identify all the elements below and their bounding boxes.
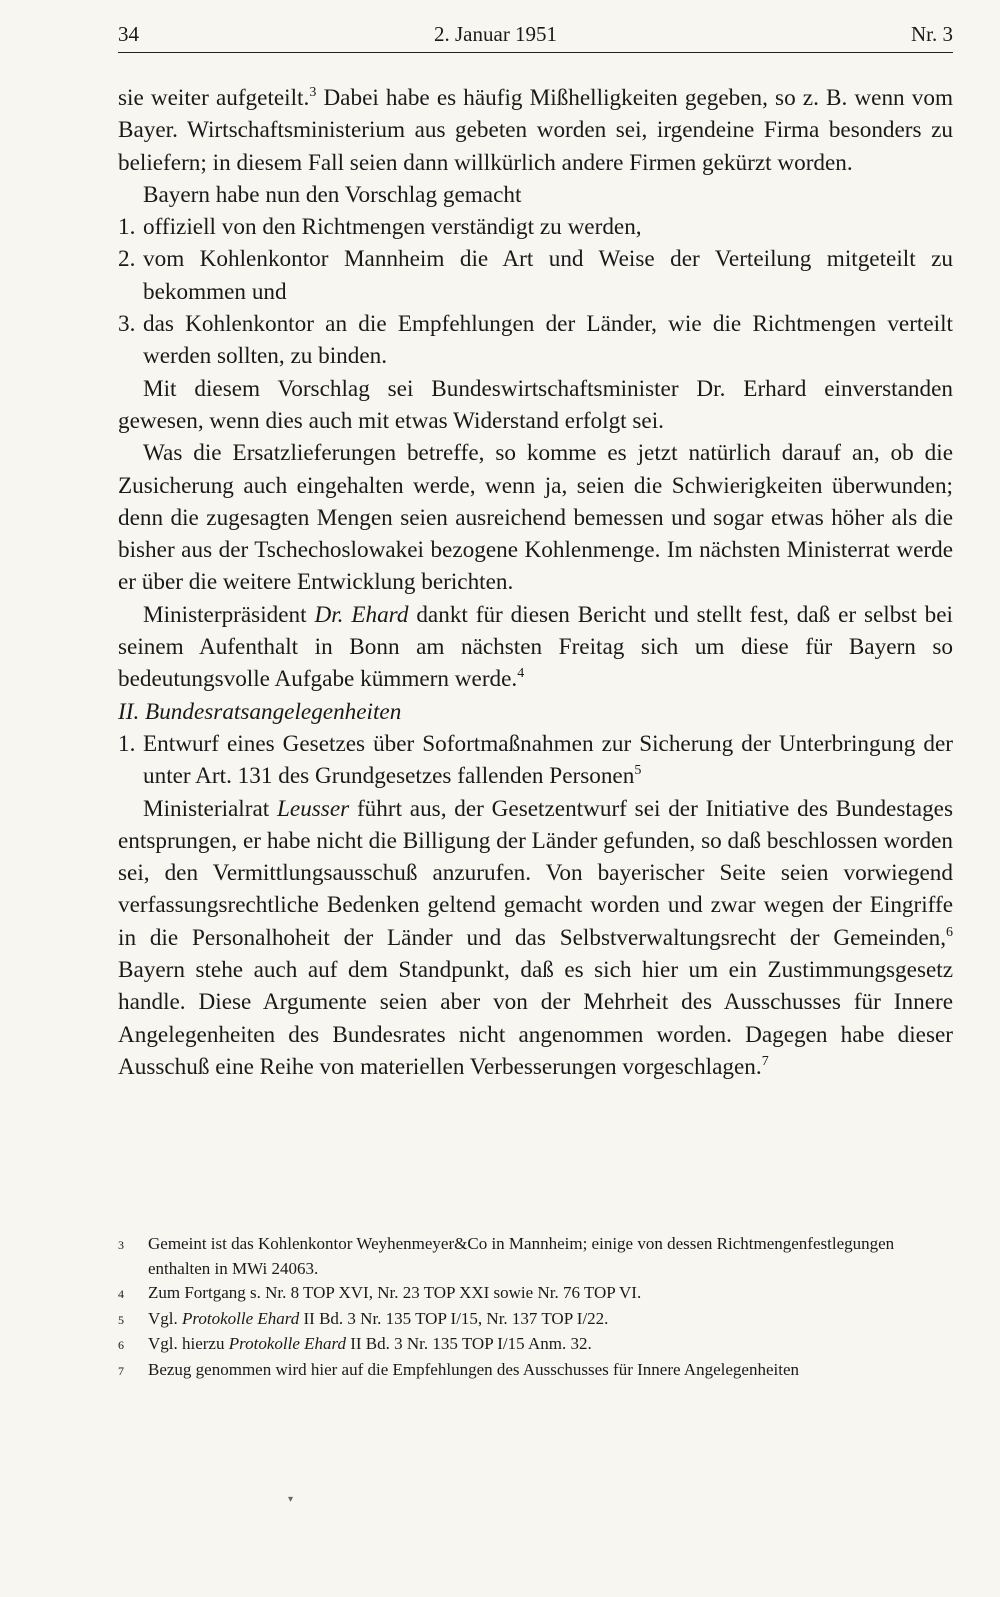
list-text: vom Kohlenkontor Mannheim die Art und Weise der Verteilung mitgeteilt zu bekommen und [143,246,953,305]
paragraph [118,793,953,1084]
footnote [118,1358,953,1384]
list-text: das Kohlenkontor an die Empfehlungen der Länder, wie die Richtmengen verteilt werden sollten, zu binden. [143,311,953,370]
footnote [118,1307,953,1333]
text-span: Vgl. hierzu [148,1334,229,1353]
list-number: 1. [118,214,136,241]
text-span: Dabei habe es häufig Mißhelligkeiten gegeben, so z. B. wenn vom Bayer. Wirtschaftsministerium aus gebeten worden sei, irgendeine Firma besonders zu beliefern; in diesem Fall seien dann willkürlich andere Firmen gekürzt worden. [118,85,953,176]
list-item [118,211,953,243]
header-date: 2. Januar 1951 [434,22,558,46]
page-number: 34 [118,22,139,46]
footnote-text [148,1281,953,1307]
list-number: 3. [118,311,136,338]
text-span: führt aus, der Gesetzentwurf sei der Initiative des Bundestages entsprungen, er habe nicht die Billigung der Länder gefunden, so daß beschlossen worden sei, den Vermittlungsausschuß anzurufen. Von bayerischer Seite seien vorwiegend verfassungsrechtliche Bedenken geltend gemacht worden und zwar wegen der Eingriffe in die Personalhoheit der Länder und das Selbstverwaltungsrecht der Gemeinden, [118,795,953,951]
text-span: Vgl. [148,1308,182,1328]
text-span: sie weiter aufgeteilt. [118,85,310,111]
paragraph [118,599,953,696]
paragraph: Bayern habe nun den Vorschlag gemacht [143,181,522,208]
text-span: Bayern stehe auch auf dem Standpunkt, daß es sich hier um ein Zustimmungsgesetz handle. Diese Argumente seien aber von der Mehrheit des Ausschusses für Innere Angelegenheiten des Bundesrates nicht angenommen worden. Dagegen habe dieser Ausschuß eine Reihe von materiellen Verbesserungen vorgeschlagen. [118,957,953,1080]
running-header [118,18,953,52]
section-heading: II. Bundesratsangelegenheiten [118,698,402,725]
footnotes [118,1232,953,1383]
header-issue-number: Nr. 3 [911,22,953,46]
paragraph: Was die Ersatzlieferungen betreffe, so komme es jetzt natürlich darauf an, ob die Zusicherung auch eingehalten werde, wenn ja, seien die Schwierigkeiten überwunden; denn die zugesagten Mengen seien ausreichend bemessen und sogar etwas höher als die bisher aus der Tschechoslowakei bezogene Kohlenmenge. Im nächsten Ministerrat werde er über die weitere Entwicklung berichten. [118,440,953,596]
agenda-item [118,728,953,793]
footnote-ref: 7 [761,1053,769,1069]
list-item [118,308,953,373]
text-span: Ministerpräsident [143,601,315,628]
list-text: offiziell von den Richtmengen verständigt zu werden, [143,214,642,241]
text-span: Zum Fortgang s. Nr. 8 TOP XVI, Nr. 23 TOP XXI sowie Nr. 76 TOP VI. [148,1283,642,1302]
person-name: Leusser [277,795,350,822]
footnote-text [148,1232,953,1281]
header-rule [118,52,953,53]
list-item [118,243,953,308]
text-span: dankt für diesen Bericht und stellt fest, daß er selbst bei seinem Aufenthalt in Bonn am nächsten Freitag sich um diese für Bayern so bedeutungsvolle Aufgabe kümmern werde. [118,601,953,693]
text-span: Gemeint ist das Kohlenkontor Weyhenmeyer&Co in Mannheim; einige von dessen Richtmengenfestlegungen enthalten in MWi 24063. [148,1234,895,1278]
footnote-number: 7 [118,1363,124,1378]
footnote-ref: 3 [309,85,317,100]
footnote-number: 6 [118,1338,124,1352]
footnote [118,1232,953,1281]
cited-work-title: Protokolle Ehard [228,1334,346,1353]
text-span: II Bd. 3 Nr. 135 TOP I/15, Nr. 137 TOP I/22. [299,1308,609,1328]
footnote-ref: 5 [634,763,642,779]
footnote-ref: 4 [517,666,525,682]
footnote-number: 5 [118,1312,124,1327]
footnote [118,1281,953,1307]
footnote-number: 3 [118,1238,124,1252]
footnote-text [148,1307,953,1333]
text-span: Bezug genommen wird hier auf die Empfehlungen des Ausschusses für Innere Angelegenheiten [148,1359,800,1379]
text-span: Ministerialrat [143,795,277,822]
footnote-text [148,1332,953,1358]
footnote-number: 4 [118,1287,124,1301]
footnote-text [148,1358,953,1384]
agenda-item-title [143,728,953,793]
footnote [118,1332,953,1358]
cited-work-title: Protokolle Ehard [182,1308,300,1328]
scan-mark: ▾ [288,1494,294,1505]
paragraph: Mit diesem Vorschlag sei Bundeswirtschaftsminister Dr. Erhard einverstanden gewesen, wenn dies auch mit etwas Widerstand erfolgt sei. [118,375,953,434]
text-span: Entwurf eines Gesetzes über Sofortmaßnahmen zur Sicherung der Unterbringung der unter Art. 131 des Grundgesetzes fallenden Personen [143,730,953,790]
paragraph [118,82,953,179]
list-number: 2. [118,246,136,273]
person-name: Dr. Ehard [314,601,409,628]
body-text [118,82,953,1083]
footnote-ref: 6 [946,924,953,940]
text-span: II Bd. 3 Nr. 135 TOP I/15 Anm. 32. [345,1334,592,1353]
list-number: 1. [118,730,136,757]
